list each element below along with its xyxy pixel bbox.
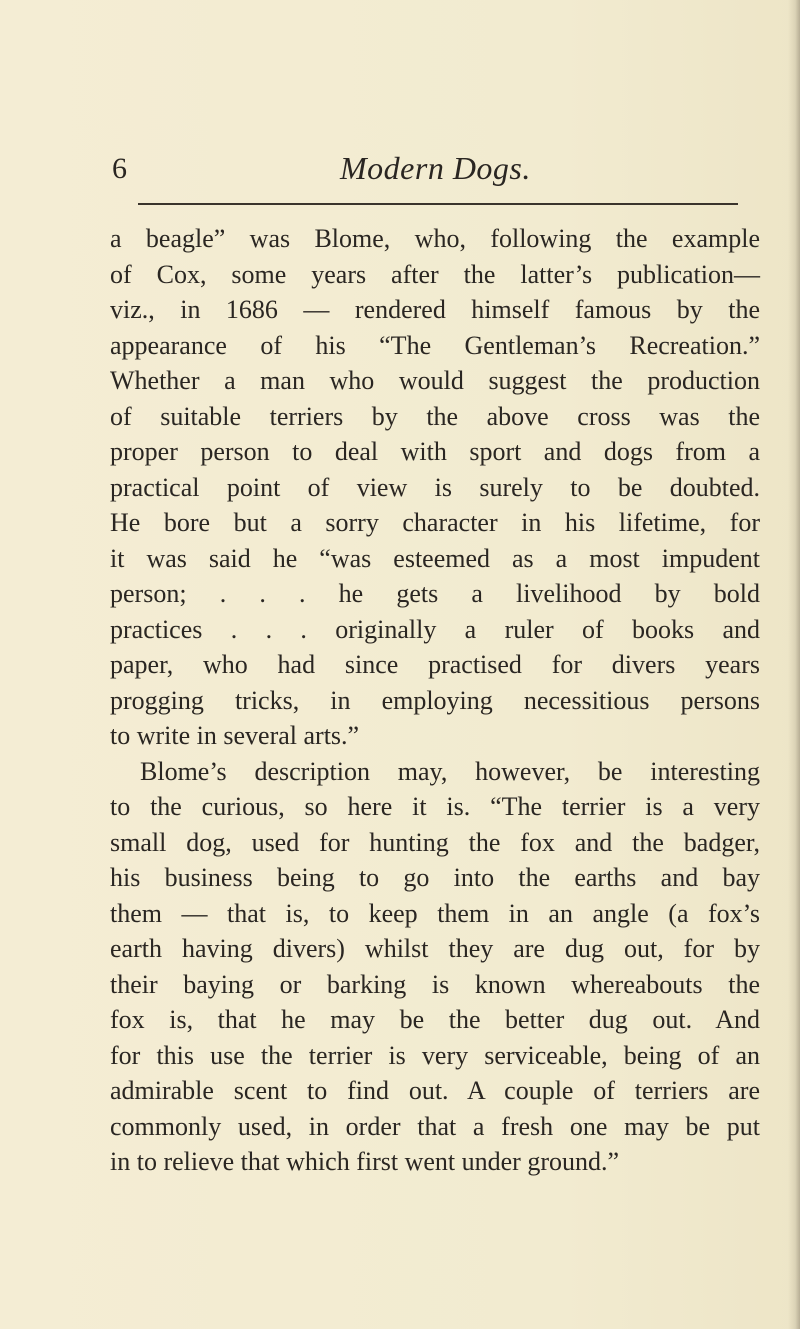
text-line: of Cox, some years after the latter’s publication— xyxy=(110,259,760,289)
page-number: 6 xyxy=(112,152,127,185)
text-line: Blome’s description may, however, be interesting xyxy=(140,756,760,786)
text-line: his business being to go into the earths and bay xyxy=(110,863,760,892)
text-line: it was said he “was esteemed as a most impudent xyxy=(110,543,760,573)
text-line: appearance of his “The Gentleman’s Recreation.” xyxy=(110,330,760,360)
text-line: in to relieve that which first went under ground.” xyxy=(110,1147,620,1176)
text-line: a beagle” was Blome, who, following the example xyxy=(110,224,760,253)
text-line: admirable scent to find out. A couple of terriers are xyxy=(110,1076,760,1105)
text-line: their baying or barking is known whereabouts the xyxy=(110,969,760,999)
page-edge-shadow xyxy=(788,0,800,1329)
text-line: proper person to deal with sport and dogs from a xyxy=(110,437,760,466)
text-line: person; . . . he gets a livelihood by bold xyxy=(110,579,760,608)
text-line: small dog, used for hunting the fox and the badger, xyxy=(110,827,760,857)
body-text xyxy=(110,221,760,1180)
text-line: commonly used, in order that a fresh one may be put xyxy=(110,1111,760,1141)
text-line: to the curious, so here it is. “The terrier is a very xyxy=(110,792,760,821)
text-line: fox is, that he may be the better dug out. And xyxy=(110,1005,760,1034)
header-rule xyxy=(138,203,738,205)
text-line: practices . . . originally a ruler of books and xyxy=(110,614,760,644)
text-line: earth having divers) whilst they are dug out, for by xyxy=(110,934,760,963)
text-line: Whether a man who would suggest the production xyxy=(110,366,760,395)
text-line: viz., in 1686 — rendered himself famous by the xyxy=(110,295,760,324)
text-line: He bore but a sorry character in his lifetime, for xyxy=(110,508,760,537)
text-line: them — that is, to keep them in an angle (a fox’s xyxy=(110,898,760,928)
text-line: practical point of view is surely to be doubted. xyxy=(110,472,760,502)
text-line: progging tricks, in employing necessitious persons xyxy=(110,685,760,715)
running-title: Modern Dogs. xyxy=(340,150,531,186)
text-line: to write in several arts.” xyxy=(110,721,360,750)
text-line: of suitable terriers by the above cross was the xyxy=(110,401,760,431)
text-line: paper, who had since practised for divers years xyxy=(110,650,760,679)
text-line: for this use the terrier is very serviceable, being of an xyxy=(110,1040,760,1070)
